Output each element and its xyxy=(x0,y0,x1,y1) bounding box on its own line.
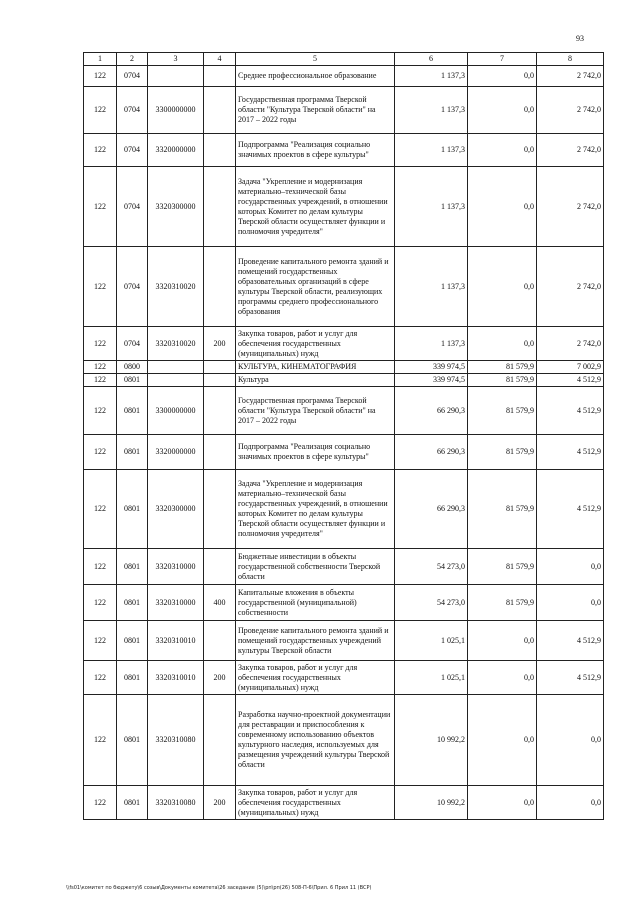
cell-section-code: 0704 xyxy=(117,87,148,134)
cell-expense-type xyxy=(204,167,236,247)
cell-section-code: 0801 xyxy=(117,661,148,695)
header-col-6: 6 xyxy=(395,53,468,66)
cell-description: Задача "Укрепление и модернизация материально–технической базы государственных учреждений, в отношении которых Комитет по делам культуры Тверской области осуществляет функции и полномочия учредителя" xyxy=(236,470,395,549)
cell-description: Государственная программа Тверской области "Культура Тверской области" на 2017 – 2022 годы xyxy=(236,87,395,134)
cell-amount-2: 81 579,9 xyxy=(468,361,537,374)
cell-expense-type xyxy=(204,621,236,661)
table-row xyxy=(84,327,604,361)
cell-amount-2: 0,0 xyxy=(468,621,537,661)
table-row xyxy=(84,374,604,387)
cell-admin-code: 122 xyxy=(84,695,117,786)
cell-amount-3: 2 742,0 xyxy=(537,167,604,247)
cell-amount-3: 2 742,0 xyxy=(537,66,604,87)
cell-amount-2: 0,0 xyxy=(468,134,537,167)
cell-amount-2: 0,0 xyxy=(468,786,537,820)
cell-target-code: 3320300000 xyxy=(148,470,204,549)
cell-amount-2: 0,0 xyxy=(468,695,537,786)
cell-expense-type xyxy=(204,435,236,470)
cell-section-code: 0704 xyxy=(117,247,148,327)
cell-amount-1: 10 992,2 xyxy=(395,786,468,820)
page-number: 93 xyxy=(576,34,584,43)
cell-admin-code: 122 xyxy=(84,387,117,435)
cell-amount-1: 1 137,3 xyxy=(395,327,468,361)
cell-section-code: 0801 xyxy=(117,621,148,661)
cell-amount-1: 1 137,3 xyxy=(395,134,468,167)
table-row xyxy=(84,470,604,549)
cell-amount-1: 1 137,3 xyxy=(395,66,468,87)
cell-expense-type: 200 xyxy=(204,661,236,695)
cell-admin-code: 122 xyxy=(84,585,117,621)
cell-description: Проведение капитального ремонта зданий и помещений государственных учреждений культуры Тверской области xyxy=(236,621,395,661)
cell-amount-1: 66 290,3 xyxy=(395,470,468,549)
cell-expense-type xyxy=(204,387,236,435)
cell-amount-3: 4 512,9 xyxy=(537,661,604,695)
header-col-2: 2 xyxy=(117,53,148,66)
cell-section-code: 0801 xyxy=(117,786,148,820)
cell-amount-3: 2 742,0 xyxy=(537,134,604,167)
cell-description: Разработка научно-проектной документации для реставрации и приспособления к современному использованию объектов культурного наследия, используемых для размещения учреждений культуры Тверской области xyxy=(236,695,395,786)
cell-target-code: 3300000000 xyxy=(148,387,204,435)
cell-amount-3: 2 742,0 xyxy=(537,247,604,327)
table-header xyxy=(84,53,604,66)
cell-description: Капитальные вложения в объекты государственной (муниципальной) собственности xyxy=(236,585,395,621)
cell-expense-type: 200 xyxy=(204,786,236,820)
cell-description: КУЛЬТУРА, КИНЕМАТОГРАФИЯ xyxy=(236,361,395,374)
cell-target-code xyxy=(148,374,204,387)
cell-amount-2: 0,0 xyxy=(468,247,537,327)
header-col-5: 5 xyxy=(236,53,395,66)
cell-amount-1: 66 290,3 xyxy=(395,435,468,470)
cell-expense-type xyxy=(204,695,236,786)
budget-table xyxy=(83,52,604,820)
cell-amount-1: 1 137,3 xyxy=(395,87,468,134)
header-col-3: 3 xyxy=(148,53,204,66)
table-row xyxy=(84,621,604,661)
cell-amount-2: 0,0 xyxy=(468,661,537,695)
header-col-4: 4 xyxy=(204,53,236,66)
cell-amount-2: 0,0 xyxy=(468,87,537,134)
cell-section-code: 0801 xyxy=(117,549,148,585)
cell-section-code: 0801 xyxy=(117,585,148,621)
cell-expense-type: 200 xyxy=(204,327,236,361)
cell-admin-code: 122 xyxy=(84,327,117,361)
cell-admin-code: 122 xyxy=(84,621,117,661)
header-row xyxy=(84,53,604,66)
table-row xyxy=(84,695,604,786)
cell-expense-type xyxy=(204,361,236,374)
cell-description: Задача "Укрепление и модернизация материально–технической базы государственных учреждений, в отношении которых Комитет по делам культуры Тверской области осуществляет функции и полномочия учредителя" xyxy=(236,167,395,247)
cell-amount-3: 7 002,9 xyxy=(537,361,604,374)
cell-amount-2: 81 579,9 xyxy=(468,585,537,621)
cell-target-code: 3300000000 xyxy=(148,87,204,134)
cell-target-code: 3320310020 xyxy=(148,247,204,327)
cell-expense-type xyxy=(204,470,236,549)
cell-description: Культура xyxy=(236,374,395,387)
cell-section-code: 0704 xyxy=(117,134,148,167)
cell-amount-3: 0,0 xyxy=(537,786,604,820)
cell-section-code: 0704 xyxy=(117,327,148,361)
cell-amount-1: 10 992,2 xyxy=(395,695,468,786)
cell-expense-type xyxy=(204,374,236,387)
cell-target-code xyxy=(148,66,204,87)
cell-expense-type: 400 xyxy=(204,585,236,621)
cell-description: Подпрограмма "Реализация социально значимых проектов в сфере культуры" xyxy=(236,134,395,167)
cell-admin-code: 122 xyxy=(84,87,117,134)
table-row xyxy=(84,435,604,470)
cell-admin-code: 122 xyxy=(84,661,117,695)
cell-amount-3: 4 512,9 xyxy=(537,435,604,470)
cell-description: Бюджетные инвестиции в объекты государственной собственности Тверской области xyxy=(236,549,395,585)
cell-amount-3: 0,0 xyxy=(537,585,604,621)
cell-description: Государственная программа Тверской области "Культура Тверской области" на 2017 – 2022 годы xyxy=(236,387,395,435)
cell-section-code: 0800 xyxy=(117,361,148,374)
table-row xyxy=(84,247,604,327)
cell-section-code: 0801 xyxy=(117,387,148,435)
cell-target-code: 3320000000 xyxy=(148,134,204,167)
cell-admin-code: 122 xyxy=(84,470,117,549)
cell-section-code: 0801 xyxy=(117,695,148,786)
cell-section-code: 0801 xyxy=(117,374,148,387)
cell-amount-1: 1 137,3 xyxy=(395,167,468,247)
cell-amount-1: 54 273,0 xyxy=(395,585,468,621)
table-row xyxy=(84,361,604,374)
cell-expense-type xyxy=(204,134,236,167)
cell-description: Закупка товаров, работ и услуг для обеспечения государственных (муниципальных) нужд xyxy=(236,661,395,695)
cell-target-code: 3320310000 xyxy=(148,585,204,621)
table-row xyxy=(84,66,604,87)
cell-amount-2: 81 579,9 xyxy=(468,374,537,387)
cell-target-code xyxy=(148,361,204,374)
header-col-7: 7 xyxy=(468,53,537,66)
cell-section-code: 0704 xyxy=(117,167,148,247)
table-row xyxy=(84,87,604,134)
cell-amount-3: 4 512,9 xyxy=(537,374,604,387)
table-row xyxy=(84,585,604,621)
cell-admin-code: 122 xyxy=(84,66,117,87)
cell-target-code: 3320310080 xyxy=(148,695,204,786)
cell-description: Закупка товаров, работ и услуг для обеспечения государственных (муниципальных) нужд xyxy=(236,786,395,820)
cell-target-code: 3320300000 xyxy=(148,167,204,247)
cell-target-code: 3320000000 xyxy=(148,435,204,470)
cell-admin-code: 122 xyxy=(84,361,117,374)
cell-admin-code: 122 xyxy=(84,786,117,820)
cell-target-code: 3320310010 xyxy=(148,661,204,695)
table-row xyxy=(84,387,604,435)
cell-amount-1: 54 273,0 xyxy=(395,549,468,585)
cell-amount-2: 81 579,9 xyxy=(468,549,537,585)
cell-admin-code: 122 xyxy=(84,167,117,247)
header-col-1: 1 xyxy=(84,53,117,66)
cell-admin-code: 122 xyxy=(84,549,117,585)
cell-target-code: 3320310020 xyxy=(148,327,204,361)
table-row xyxy=(84,661,604,695)
cell-amount-1: 1 025,1 xyxy=(395,621,468,661)
table-body xyxy=(84,66,604,820)
cell-amount-3: 4 512,9 xyxy=(537,387,604,435)
cell-amount-3: 2 742,0 xyxy=(537,327,604,361)
cell-section-code: 0801 xyxy=(117,435,148,470)
cell-admin-code: 122 xyxy=(84,134,117,167)
cell-description: Закупка товаров, работ и услуг для обеспечения государственных (муниципальных) нужд xyxy=(236,327,395,361)
cell-amount-2: 0,0 xyxy=(468,66,537,87)
cell-description: Среднее профессиональное образование xyxy=(236,66,395,87)
header-col-8: 8 xyxy=(537,53,604,66)
cell-description: Подпрограмма "Реализация социально значимых проектов в сфере культуры" xyxy=(236,435,395,470)
cell-amount-3: 0,0 xyxy=(537,695,604,786)
cell-expense-type xyxy=(204,66,236,87)
table-row xyxy=(84,134,604,167)
table-row xyxy=(84,549,604,585)
cell-amount-2: 81 579,9 xyxy=(468,470,537,549)
footer-file-path: \\fs01\комитет по бюджету\6 созыв\Документы комитета\26 заседание (5)\рп\рп(26) 508-П-6\Прил. 6 Прил 11 (ВСР) xyxy=(66,885,372,891)
table-row xyxy=(84,786,604,820)
cell-target-code: 3320310000 xyxy=(148,549,204,585)
cell-description: Проведение капитального ремонта зданий и помещений государственных образовательных организаций в сфере культуры Тверской области, реализующих программы среднего профессионального образования xyxy=(236,247,395,327)
cell-amount-2: 0,0 xyxy=(468,167,537,247)
cell-amount-1: 339 974,5 xyxy=(395,374,468,387)
cell-expense-type xyxy=(204,87,236,134)
cell-expense-type xyxy=(204,247,236,327)
cell-expense-type xyxy=(204,549,236,585)
cell-admin-code: 122 xyxy=(84,374,117,387)
cell-amount-2: 81 579,9 xyxy=(468,435,537,470)
cell-admin-code: 122 xyxy=(84,435,117,470)
cell-amount-1: 1 137,3 xyxy=(395,247,468,327)
cell-section-code: 0704 xyxy=(117,66,148,87)
cell-amount-3: 2 742,0 xyxy=(537,87,604,134)
cell-amount-3: 4 512,9 xyxy=(537,621,604,661)
cell-admin-code: 122 xyxy=(84,247,117,327)
cell-amount-1: 66 290,3 xyxy=(395,387,468,435)
cell-amount-1: 339 974,5 xyxy=(395,361,468,374)
cell-target-code: 3320310080 xyxy=(148,786,204,820)
cell-amount-3: 0,0 xyxy=(537,549,604,585)
cell-target-code: 3320310010 xyxy=(148,621,204,661)
cell-section-code: 0801 xyxy=(117,470,148,549)
cell-amount-2: 0,0 xyxy=(468,327,537,361)
cell-amount-2: 81 579,9 xyxy=(468,387,537,435)
table-row xyxy=(84,167,604,247)
cell-amount-3: 4 512,9 xyxy=(537,470,604,549)
cell-amount-1: 1 025,1 xyxy=(395,661,468,695)
